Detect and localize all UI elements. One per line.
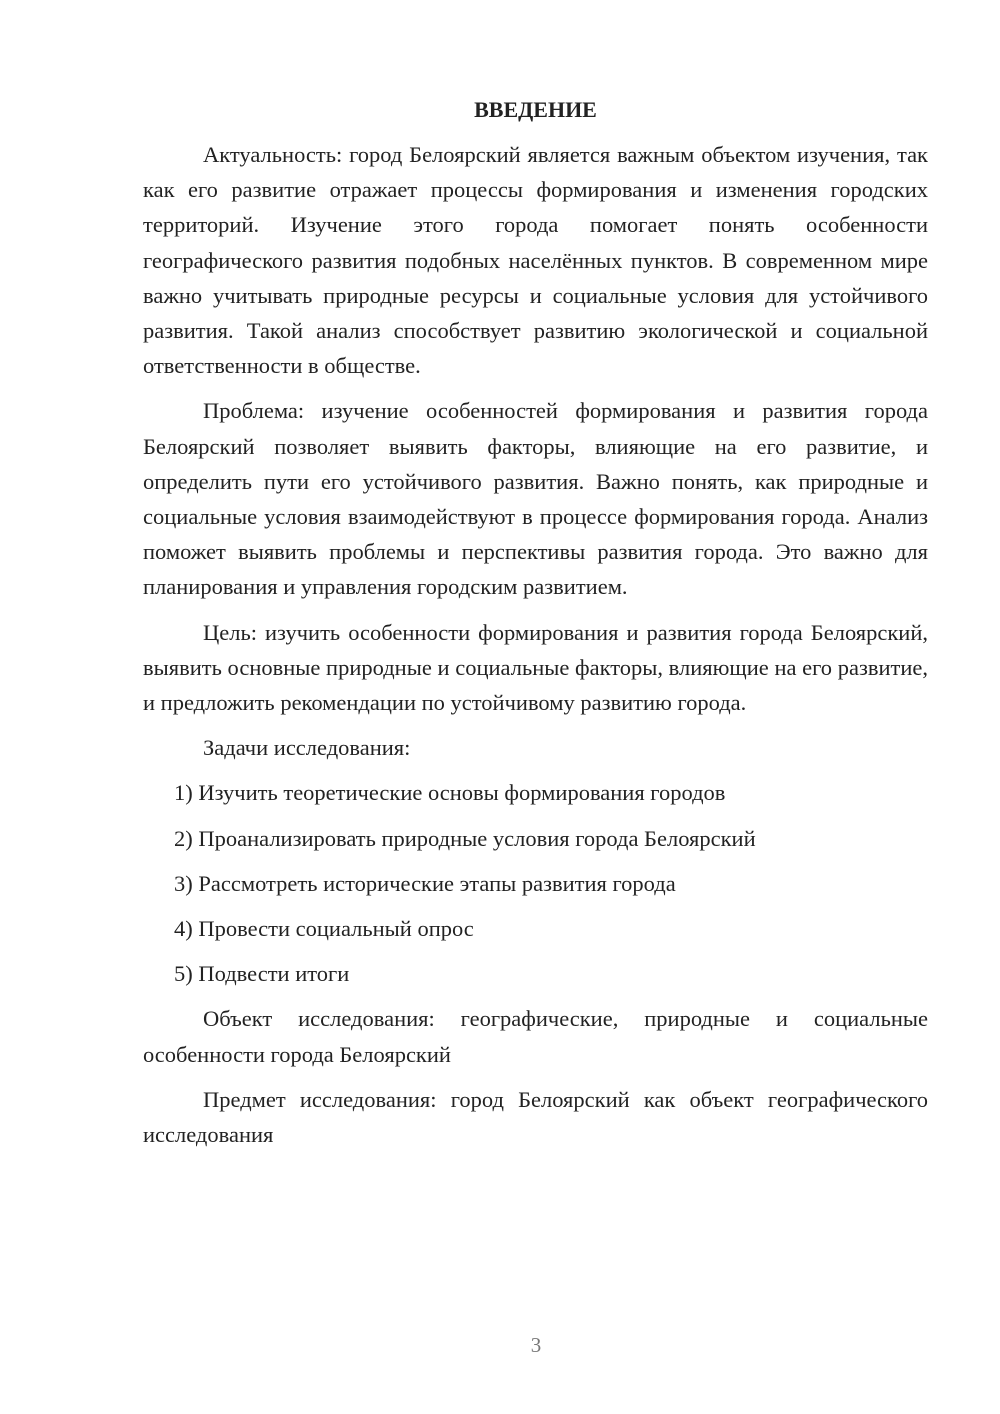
document-title: ВВЕДЕНИЕ [474,97,597,122]
task-item-2: 2) Проанализировать природные условия города Белоярский [174,825,756,851]
task-item-3: 3) Рассмотреть исторические этапы развития города [174,870,676,896]
paragraph-relevance: Актуальность: город Белоярский является важным объектом изучения, так как его развитие отражает процессы формирования и изменения городских территорий. Изучение этого города помогает понять особенности географического развития подобных населённых пунктов. В современном мире важно учитывать природные ресурсы и социальные условия для устойчивого развития. Такой анализ способствует развитию экологической и социальной ответственности в обществе. [143,142,928,379]
paragraph-object: Объект исследования: географические, природные и социальные особенности города Белоярский [143,1006,928,1067]
task-list [143,775,928,991]
paragraph-goal: Цель: изучить особенности формирования и развития города Белоярский, выявить основные природные и социальные факторы, влияющие на его развитие, и предложить рекомендации по устойчивому развитию города. [143,619,928,716]
task-item-1: 1) Изучить теоретические основы формирования городов [174,780,726,806]
task-item-4: 4) Провести социальный опрос [174,916,474,942]
tasks-heading: Задачи исследования: [203,735,411,761]
paragraph-problem: Проблема: изучение особенностей формирования и развития города Белоярский позволяет выявить факторы, влияющие на его развитие, и определить пути его устойчивого развития. Важно понять, как природные и социальные условия взаимодействуют в процессе формирования города. Анализ поможет выявить проблемы и перспективы развития города. Это важно для планирования и управления городским развитием. [143,398,928,600]
page-number: 3 [530,1333,542,1357]
document-page [143,95,928,1162]
task-item-5: 5) Подвести итоги [174,961,350,987]
paragraph-subject: Предмет исследования: город Белоярский как объект географического исследования [143,1086,928,1148]
